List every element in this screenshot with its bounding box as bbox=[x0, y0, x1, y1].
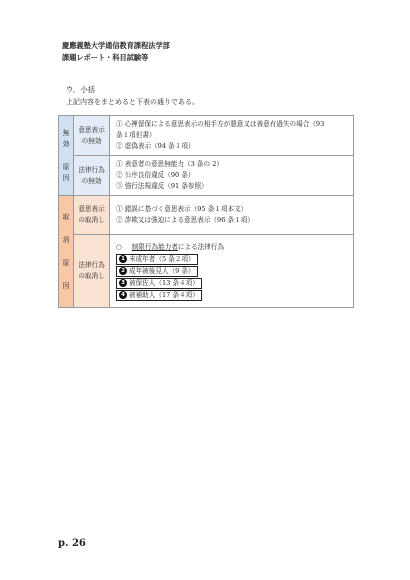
list-item bbox=[116, 289, 348, 301]
table-row-rescind-declaration bbox=[59, 196, 354, 235]
list-item-text: 未成年者（5 条２項） bbox=[129, 254, 195, 263]
header-line-2: 課題レポート・科目試験等 bbox=[62, 53, 149, 62]
list-item bbox=[116, 253, 348, 265]
list-item: ① 表意者の意思無能力（3 条の 2） bbox=[116, 160, 223, 168]
category-invalid-cause bbox=[59, 116, 74, 196]
category-char: 原 bbox=[62, 258, 70, 267]
page-number: p. 26 bbox=[58, 538, 86, 549]
category-char: 無 bbox=[62, 128, 70, 137]
list-item-text: 被保佐人（13 条４項） bbox=[129, 278, 199, 287]
row-label-line: 意思表示 bbox=[78, 125, 105, 134]
table-row-invalid-declaration bbox=[59, 116, 354, 156]
number-badge-icon: 3 bbox=[119, 279, 127, 287]
row-label-line: の無効 bbox=[81, 136, 102, 145]
list-item: ② 公序良俗違反（90 条） bbox=[116, 171, 195, 179]
row-label-line: の取消し bbox=[78, 272, 105, 280]
list-item-text: 被補助人（17 条４項） bbox=[129, 290, 199, 299]
row-label-line: の無効 bbox=[81, 176, 102, 185]
row-label-line: 意思表示 bbox=[78, 205, 105, 213]
table-row-rescind-act bbox=[59, 235, 354, 308]
row-content bbox=[110, 156, 354, 196]
row-content bbox=[110, 196, 354, 235]
list-item: ① 心裡留保による意思表示の相手方が悪意又は善意有過失の場合（93 bbox=[116, 120, 325, 128]
row-label-declaration-invalid bbox=[74, 116, 110, 156]
row-label-line: の取消し bbox=[78, 216, 105, 224]
number-badge-icon: 4 bbox=[119, 291, 127, 299]
list-item bbox=[116, 277, 348, 289]
row-label-line: 法律行為 bbox=[78, 165, 105, 174]
category-char: 消 bbox=[62, 235, 70, 244]
table-row-invalid-act bbox=[59, 156, 354, 196]
list-item bbox=[116, 265, 348, 277]
category-char: 取 bbox=[62, 212, 70, 221]
list-item-text: 成年被後見人（9 条） bbox=[129, 266, 195, 275]
category-char: 原 bbox=[62, 162, 70, 171]
document-header bbox=[62, 40, 170, 64]
category-char: 因 bbox=[62, 173, 70, 182]
circle-mark: ○ bbox=[116, 242, 122, 251]
row-content bbox=[110, 116, 354, 156]
row-label-declaration-rescind bbox=[74, 196, 110, 235]
summary-table bbox=[58, 115, 354, 308]
underlined-term: 制限行為能力者 bbox=[131, 242, 178, 251]
row-label-act-invalid bbox=[74, 156, 110, 196]
category-char: 因 bbox=[62, 281, 70, 290]
category-rescission-cause bbox=[59, 196, 74, 308]
list-intro bbox=[116, 242, 348, 253]
list-item: 条１項但書） bbox=[116, 131, 156, 139]
row-label-line: 法律行為 bbox=[78, 261, 105, 269]
list-intro-rest: による法律行為 bbox=[177, 242, 225, 251]
row-label-act-rescind bbox=[74, 235, 110, 308]
section-title: ウ．小括 bbox=[66, 85, 95, 94]
list-item: ② 虚偽表示（94 条１項） bbox=[116, 142, 195, 150]
header-line-1: 慶應義塾大学通信教育課程法学部 bbox=[62, 41, 170, 50]
list-item: ① 錯誤に基づく意思表示（95 条１項本文） bbox=[116, 205, 248, 213]
category-char: 効 bbox=[62, 139, 70, 148]
row-content bbox=[110, 235, 354, 308]
list-item: ② 詐欺又は強迫による意思表示（96 条１項） bbox=[116, 216, 254, 224]
number-badge-icon: 2 bbox=[119, 267, 127, 275]
number-badge-icon: 1 bbox=[119, 255, 127, 263]
section-intro: 上記内容をまとめると下表の通りである。 bbox=[66, 98, 199, 106]
list-item: ③ 強行法規違反（91 条参照） bbox=[116, 182, 208, 190]
